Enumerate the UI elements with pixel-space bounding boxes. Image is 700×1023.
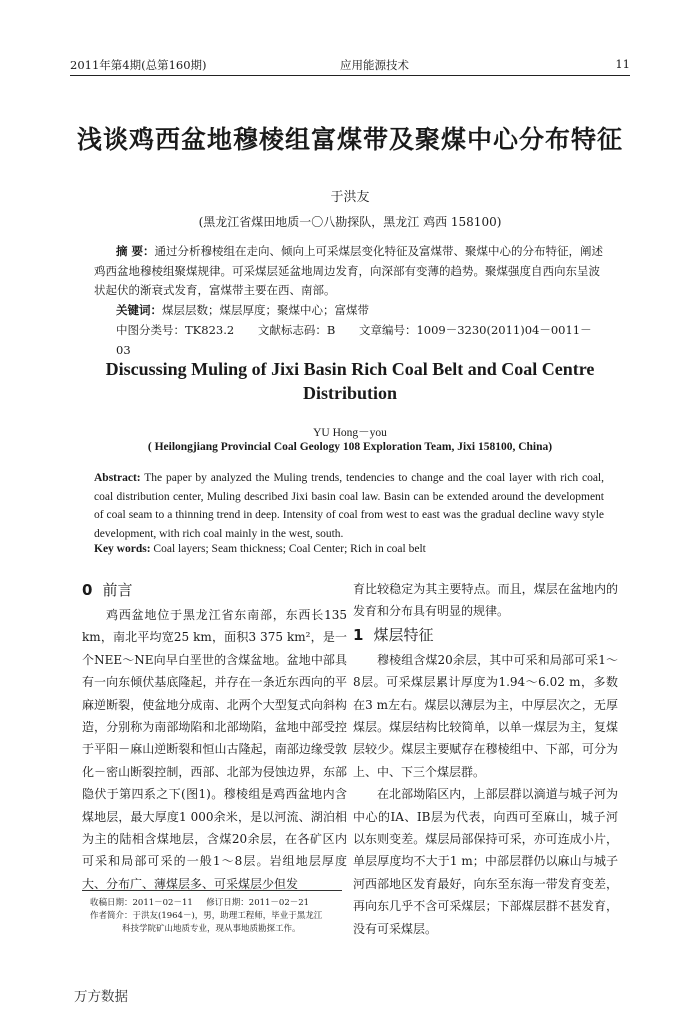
section-0-paragraph-1: 鸡西盆地位于黑龙江省东南部，东西长135 km，南北平均宽25 km，面积3 375 km²，是一个NEE～NE向早白垩世的含煤盆地。盆地中部具有一向东倾伏基底隆起，并存在一条近东西向的平麻逆断裂，使盆地分成南、北两个大型复式向斜构造，分别称为南部坳陷和北部坳陷，盆地中部受控于平阳－麻山逆断裂和恒山古隆起，南部边缘受敦化－密山断裂控制，西部、北部为侵蚀边界，东部隐伏于第四系之下(图1)。穆棱组是鸡西盆地内含煤地层，最大厚度1 000余米，是以河流、湖泊相为主的陆相含煤地层，含煤20余层，在各矿区内可采和局部可采的一般1～8层。岩组地层厚度大、分布广、薄煤层多、可采煤层少但发 xyxy=(82,608,347,891)
revised-date: 修订日期：2011－02－21 xyxy=(206,898,310,908)
watermark: 万方数据 xyxy=(74,989,128,1005)
keywords-en-text: Coal layers; Seam thickness; Coal Center; Rich in coal belt xyxy=(150,543,426,555)
author-name: 于洪友 xyxy=(330,190,370,205)
journal-name: 应用能源技术 xyxy=(340,58,409,72)
section-0-title: 前言 xyxy=(102,581,133,599)
section-0-paragraph-1-cont: 育比较稳定为其主要特点。而且，煤层在盆地内的发育和分布具有明显的规律。 xyxy=(353,582,618,619)
section-0-heading xyxy=(82,578,347,602)
author-bio-line-1: 于洪友(1964－)，男，助理工程师，毕业于黑龙江 xyxy=(132,911,323,921)
doc-code: 文献标志码：B xyxy=(257,323,336,337)
abstract-cn-label: 摘 要： xyxy=(116,244,155,258)
page-number: 11 xyxy=(615,57,630,71)
footnote-dates xyxy=(90,897,342,910)
footnote xyxy=(82,890,342,936)
author-bio-label: 作者简介： xyxy=(90,911,133,921)
classification-line xyxy=(94,321,626,360)
right-column xyxy=(353,578,618,940)
left-column xyxy=(82,578,347,895)
section-1-number: 1 xyxy=(353,625,364,644)
section-0-number: 0 xyxy=(82,581,93,599)
english-affiliation: ( Heilongjiang Provincial Coal Geology 108 Exploration Team, Jixi 158100, China) xyxy=(147,441,553,453)
english-title: Discussing Muling of Jixi Basin Rich Coal Belt and Coal Centre Distribution xyxy=(105,359,595,403)
abstract-cn xyxy=(94,242,604,301)
keywords-en xyxy=(94,543,604,555)
section-1-heading xyxy=(353,623,618,647)
english-author: YU Hong－you xyxy=(313,427,387,439)
keywords-en-label: Key words: xyxy=(94,543,151,555)
issue-info: 2011年第4期(总第160期) xyxy=(70,58,207,72)
author-bio-line-2: 科技学院矿山地质专业，现从事地质勘探工作。 xyxy=(122,924,301,934)
received-date: 收稿日期：2011－02－11 xyxy=(90,898,193,908)
keywords-cn xyxy=(94,301,626,321)
section-1-title: 煤层特征 xyxy=(373,625,434,644)
abstract-cn-text: 通过分析穆棱组在走向、倾向上可采煤层变化特征及富煤带、聚煤中心的分布特征，阐述鸡西盆地穆棱组聚煤规律。可采煤层延盆地周边发育，向深部有变薄的趋势。聚煤强度自西向东呈波状起伏的渐衰式发育，富煤带主要在西、南部。 xyxy=(94,244,604,297)
paper-title: 浅谈鸡西盆地穆棱组富煤带及聚煤中心分布特征 xyxy=(76,125,623,154)
keywords-cn-text: 煤层层数；煤层厚度；聚煤中心；富煤带 xyxy=(162,303,369,317)
keywords-cn-label: 关键词： xyxy=(116,303,162,317)
running-header xyxy=(70,55,630,76)
section-1-paragraph-1: 穆棱组含煤20余层，其中可采和局部可采1～8层。可采煤层累计厚度为1.94～6.02 m，多数在3 m左右。煤层以薄层为主，中厚层次之，无厚煤层。煤层结构比较简单，以单一煤层为主，复煤层较少。煤层主要赋存在穆棱组中、下部，可分为上、中、下三个煤层群。 xyxy=(353,652,618,779)
article-number: 文章编号：1009－3230(2011)04－0011－03 xyxy=(116,323,592,357)
abstract-en xyxy=(94,469,604,543)
author-bio xyxy=(90,910,342,923)
author-affiliation: (黑龙江省煤田地质一〇八勘探队，黑龙江 鸡西 158100) xyxy=(198,215,502,229)
abstract-en-text: The paper by analyzed the Muling trends, tendencies to change and the coal layer with rich coal, coal distribution center, Muling described Jixi basin coal law. Basin can be extended around the development of coal seam to a thinning trend in deep. Intensity of coal from west to east was the gradual decline wavy style development, with rich coal mainly in the west, south. xyxy=(94,472,604,540)
section-1-paragraph-2: 在北部坳陷区内，上部层群以滴道与城子河为中心的IA、IB层为代表，向西可至麻山，城子河以东则变差。煤层局部保持可采，亦可连成小片，单层厚度均不大于1 m；中部层群仍以麻山与城子河西部地区发育最好，向东至东海一带发育变差，再向东几乎不含可采煤层；下部煤层群不甚发育，没有可采煤层。 xyxy=(353,787,618,936)
abstract-en-label: Abstract: xyxy=(94,472,141,484)
clc-number: 中图分类号：TK823.2 xyxy=(116,323,235,337)
